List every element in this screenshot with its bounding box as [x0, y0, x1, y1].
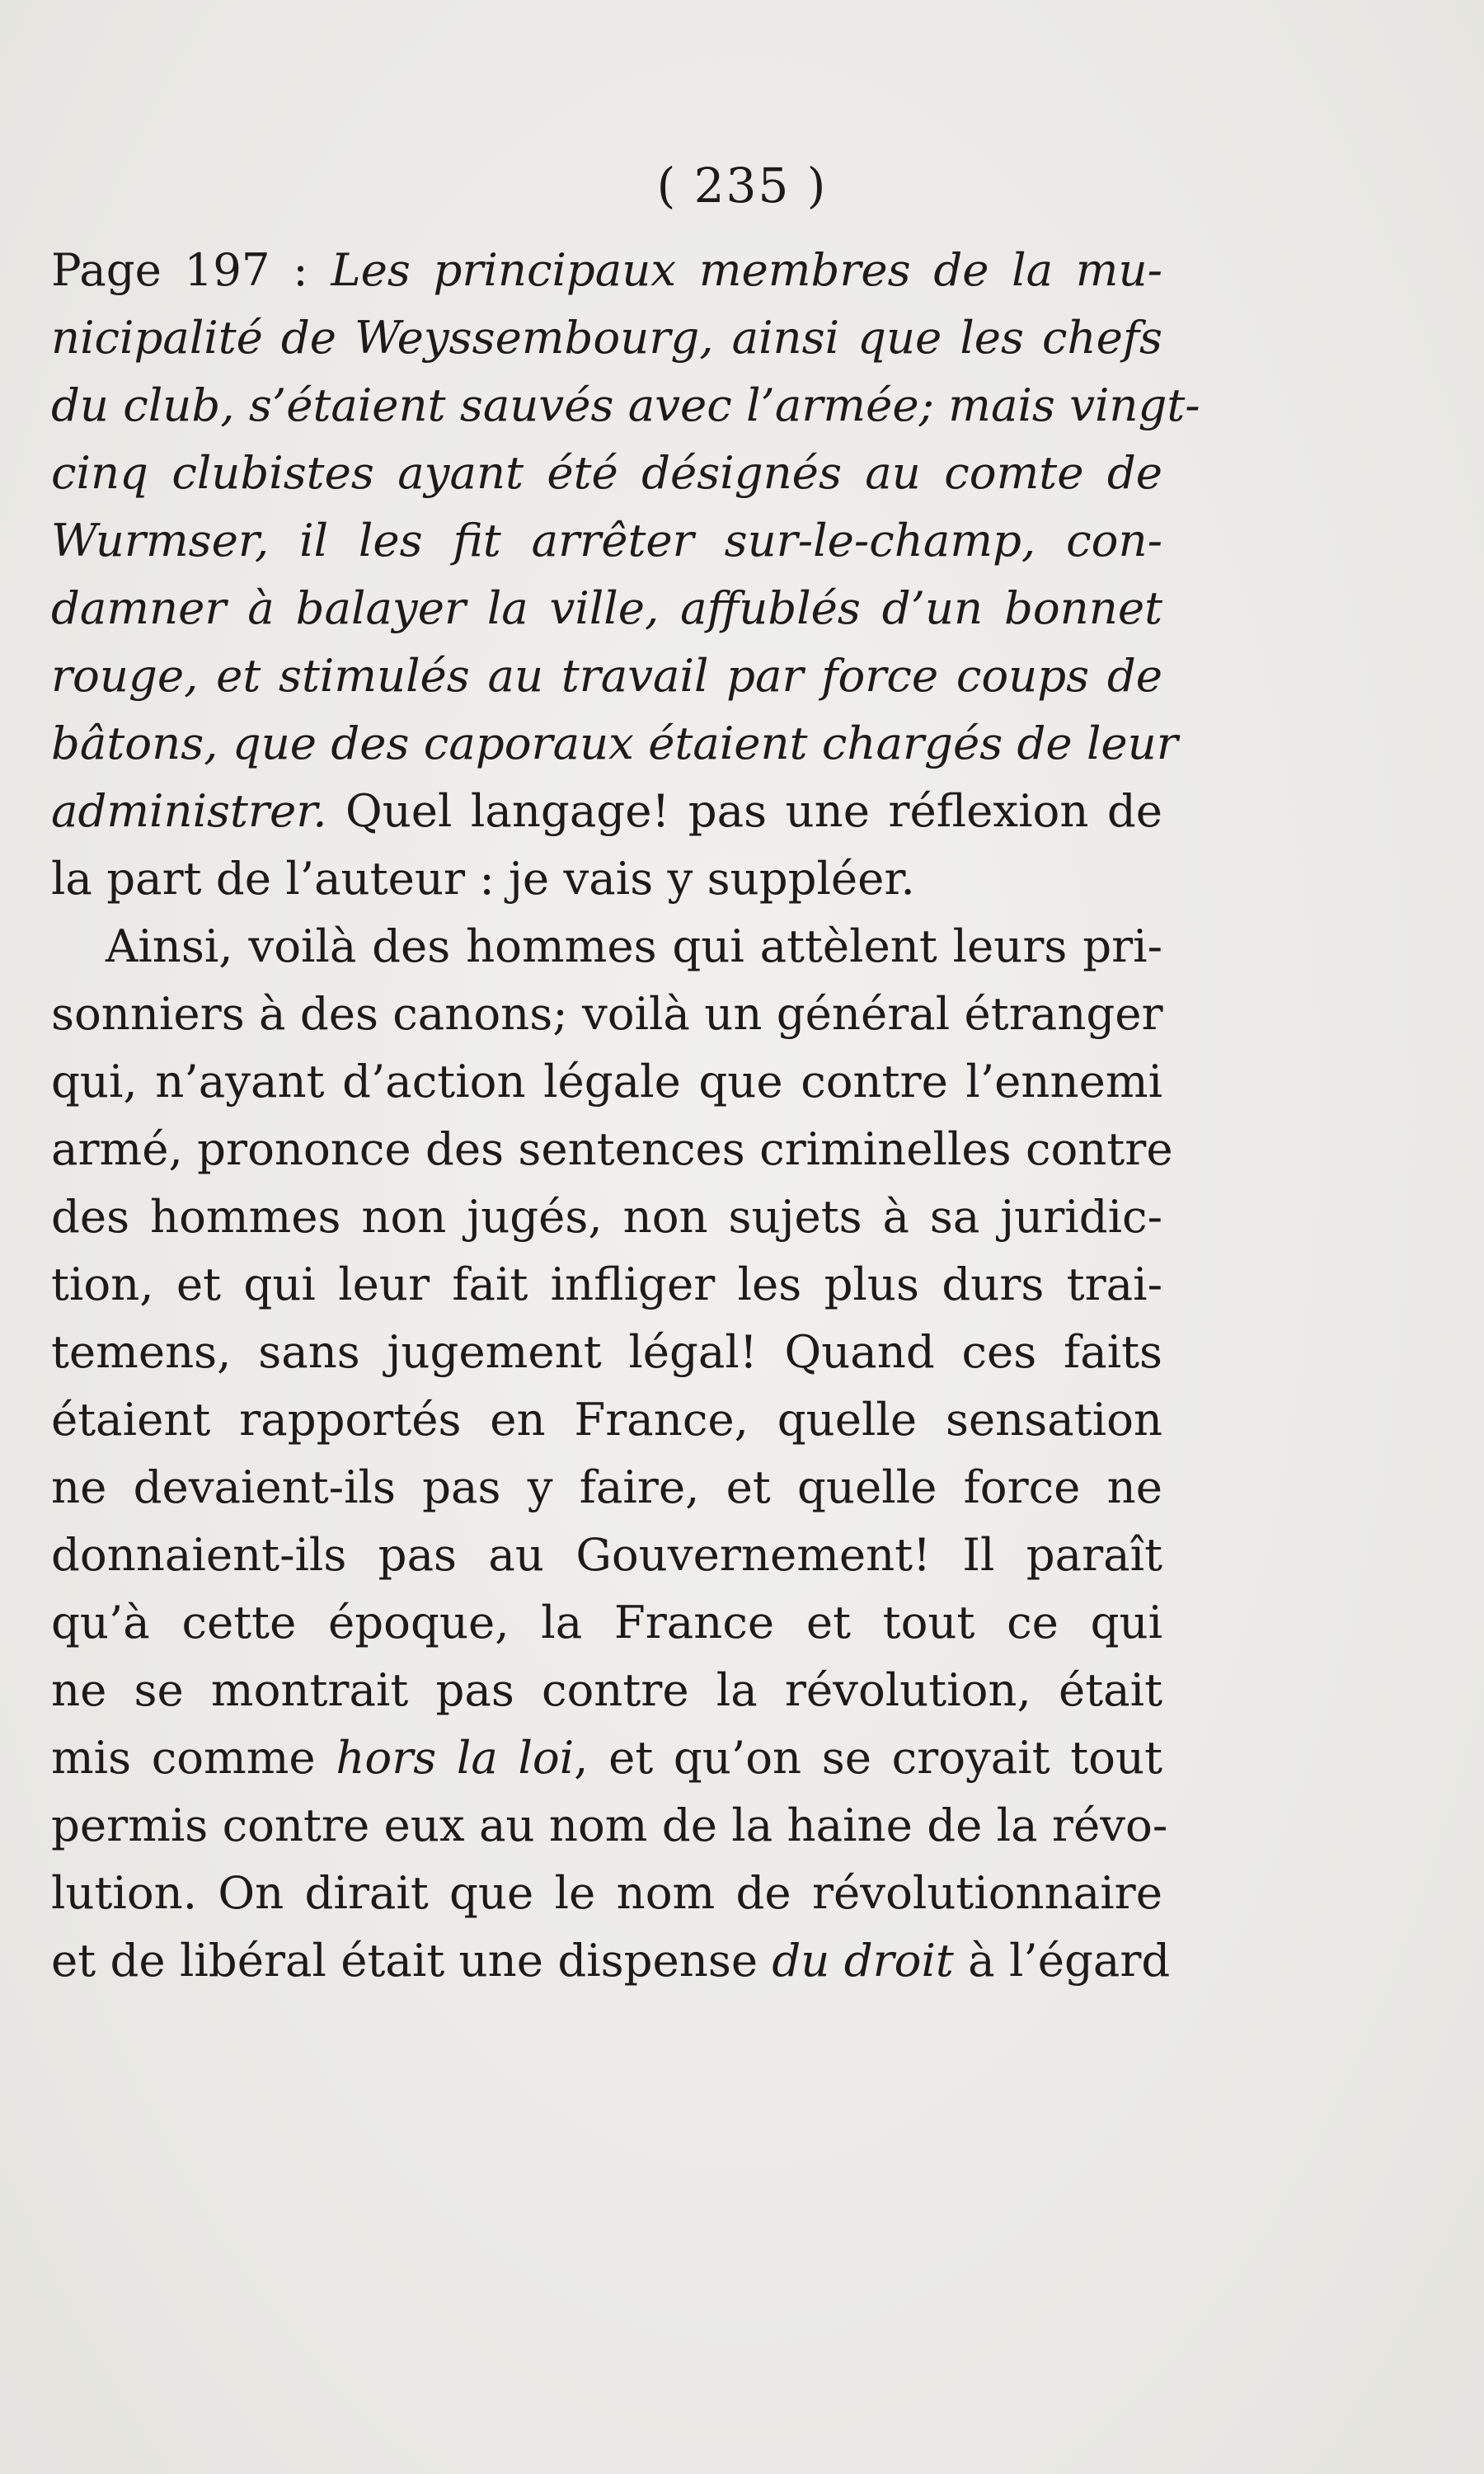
text-segment: Ainsi, voilà des hommes qui attèlent leurs pri-: [106, 920, 1162, 972]
text-line: [51, 1791, 1168, 1859]
text-line: [51, 236, 1162, 303]
text-line: [51, 1115, 1173, 1183]
text-line: [51, 506, 1162, 574]
text-line: [51, 912, 1162, 980]
text-segment: tion, et qui leur fait infliger les plus durs trai-: [51, 1258, 1162, 1310]
italic-text: nicipalité de Weyssembourg, ainsi que les chefs: [51, 311, 1162, 364]
italic-text: administrer.: [51, 784, 327, 837]
italic-text: du droit: [772, 1934, 954, 1987]
italic-text: cinq clubistes ayant été désignés au comte de: [51, 446, 1162, 499]
text-line: [51, 1588, 1162, 1656]
italic-text: du club, s’étaient sauvés avec l’armée; mais vingt-: [51, 379, 1200, 431]
text-line: [51, 980, 1162, 1047]
text-segment: , et qu’on se croyait tout: [574, 1731, 1162, 1784]
text-segment: mis comme: [51, 1731, 336, 1784]
text-line: [51, 1250, 1162, 1318]
text-segment: qui, n’ayant d’action légale que contre l’ennemi: [51, 1055, 1162, 1108]
italic-text: rouge, et stimulés au travail par force coups de: [51, 649, 1162, 702]
text-line: [51, 574, 1162, 642]
text-line: [51, 709, 1178, 777]
italic-text: hors la loi: [336, 1731, 575, 1784]
text-segment: Quel langage! pas une réflexion de: [326, 784, 1162, 837]
text-line: [51, 844, 1162, 912]
text-segment: permis contre eux au nom de la haine de la révo-: [51, 1799, 1168, 1851]
text-segment: la part de l’auteur : je vais y suppléer.: [51, 852, 915, 905]
text-segment: lution. On dirait que le nom de révolutionnaire: [51, 1866, 1162, 1919]
body-text: [51, 236, 1200, 1994]
text-segment: qu’à cette époque, la France et tout ce qui: [51, 1596, 1162, 1649]
italic-text: damner à balayer la ville, affublés d’un bonnet: [51, 581, 1162, 634]
text-segment: ne se montrait pas contre la révolution, était: [51, 1663, 1162, 1716]
text-segment: sonniers à des canons; voilà un général étranger: [51, 987, 1163, 1040]
text-line: [51, 1724, 1162, 1791]
text-line: [51, 439, 1162, 506]
text-segment: temens, sans jugement légal! Quand ces faits: [51, 1325, 1162, 1378]
text-segment: à l’égard: [953, 1934, 1171, 1987]
text-line: [51, 777, 1162, 844]
italic-text: bâtons, que des caporaux étaient chargés de leur: [51, 717, 1178, 769]
text-line: [51, 642, 1162, 709]
page-number: ( 235 ): [656, 158, 828, 214]
text-line: [51, 1521, 1162, 1588]
text-line: [51, 1183, 1162, 1250]
text-segment: ne devaient-ils pas y faire, et quelle force ne: [51, 1460, 1162, 1513]
text-segment: des hommes non jugés, non sujets à sa juridic-: [51, 1190, 1162, 1243]
text-segment: et de libéral était une dispense: [51, 1934, 773, 1987]
text-line: [51, 1656, 1162, 1724]
text-line: [51, 1859, 1162, 1926]
text-line: [51, 1453, 1162, 1521]
text-segment: donnaient-ils pas au Gouvernement! Il paraît: [51, 1528, 1162, 1581]
text-segment: Page 197 :: [51, 243, 331, 296]
text-segment: étaient rapportés en France, quelle sensation: [51, 1393, 1162, 1446]
text-line: [51, 1385, 1162, 1453]
text-line: [51, 1047, 1162, 1115]
italic-text: Les principaux membres de la mu-: [331, 243, 1162, 296]
text-line: [51, 303, 1162, 371]
text-line: [51, 1318, 1162, 1385]
text-line: [51, 371, 1200, 439]
text-line: [51, 1926, 1171, 1994]
text-segment: armé, prononce des sentences criminelles contre: [51, 1122, 1173, 1175]
italic-text: Wurmser, il les fit arrêter sur-le-champ, con-: [51, 514, 1162, 567]
